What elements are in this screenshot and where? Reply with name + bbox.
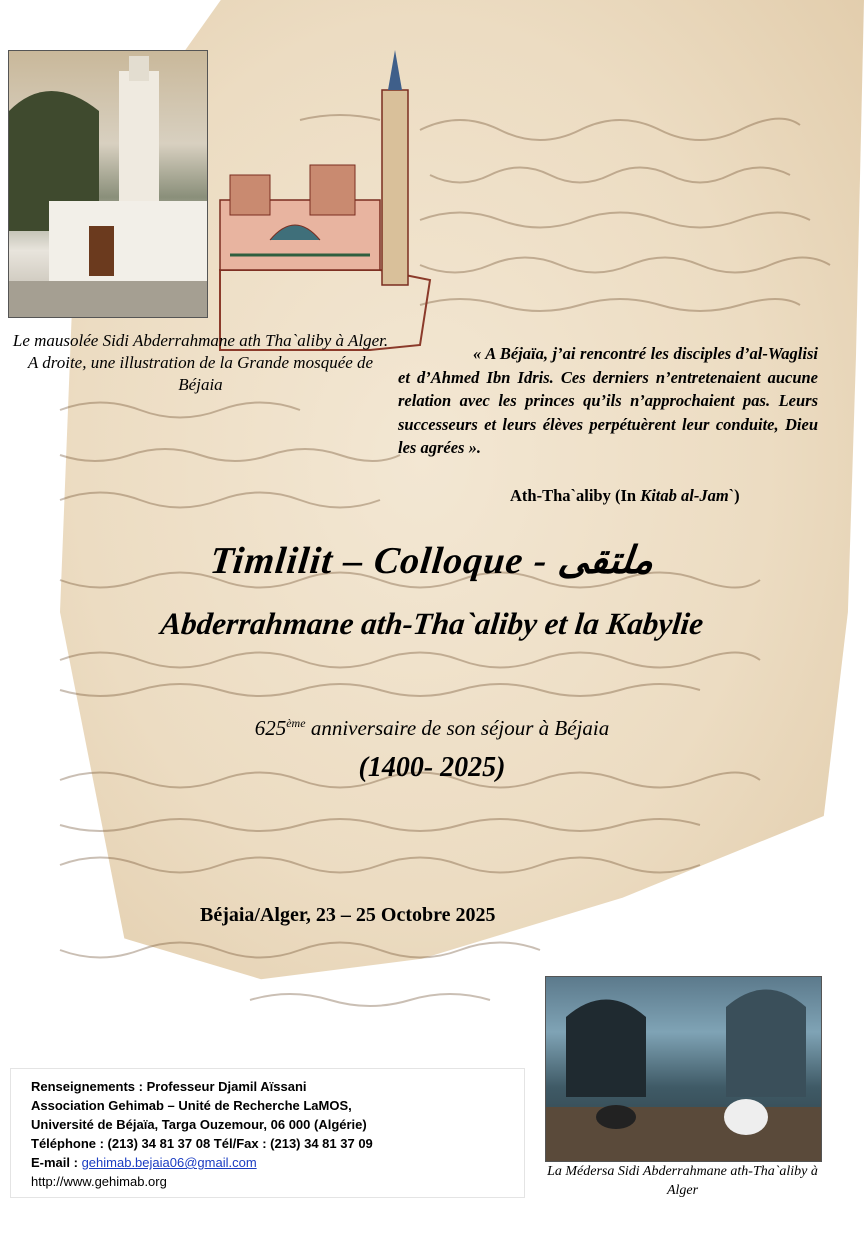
mosque-illustration [210,50,435,355]
contact-association: Association Gehimab – Unité de Recherche LaMOS, [31,1098,352,1113]
email-link[interactable]: gehimab.bejaia06@gmail.com [81,1155,257,1170]
anniversary-number: 625 [254,716,287,740]
email-label: E-mail : [31,1155,82,1170]
attribution-end: `) [728,486,740,505]
contact-phone: Téléphone : (213) 34 81 37 08 Tél/Fax : (213) 34 81 37 09 [31,1136,373,1151]
quote-text: « A Béjaïa, j’ai rencontré les disciples d’al-Waglisi et d’Ahmed Ibn Idris. Ces derniers n’entretenaient aucune relation avec les princes qu’ils n’approchaient pas. Leurs successeurs et leurs élèves perpétuèrent leur conduite, Dieu les agrées ». [398,344,818,457]
anniversary-text: anniversaire de son séjour à Béjaia [305,716,610,740]
mausoleum-caption: Le mausolée Sidi Abderrahmane ath Tha`aliby à Alger. A droite, une illustration de la Grande mosquée de Béjaia [12,331,389,394]
quote-attribution [510,486,740,506]
year-range: (1400- 2025) [358,752,506,783]
quote-block [398,342,818,460]
attribution-book: Kitab al-Jam [640,486,729,505]
contact-box [10,1068,525,1198]
contact-address: Université de Béjaïa, Targa Ouzemour, 06 000 (Algérie) [31,1117,367,1132]
event-title: Timlilit – Colloque - ملتقى [208,540,656,582]
website-link[interactable]: http://www.gehimab.org [31,1174,167,1189]
contact-email-line [31,1153,524,1172]
mausoleum-photo [8,50,208,318]
contact-info: Renseignements : Professeur Djamil Aïssani [31,1079,307,1094]
anniversary-line [0,716,864,741]
medersa-photo [545,976,822,1162]
event-subject: Abderrahmane ath-Tha`aliby et la Kabylie [158,606,706,641]
anniversary-suffix: ème [286,716,306,730]
attribution-author: Ath-Tha`aliby (In [510,486,641,505]
place-and-date: Béjaia/Alger, 23 – 25 Octobre 2025 [200,904,496,926]
medersa-caption: La Médersa Sidi Abderrahmane ath-Tha`aliby à Alger [547,1164,818,1198]
